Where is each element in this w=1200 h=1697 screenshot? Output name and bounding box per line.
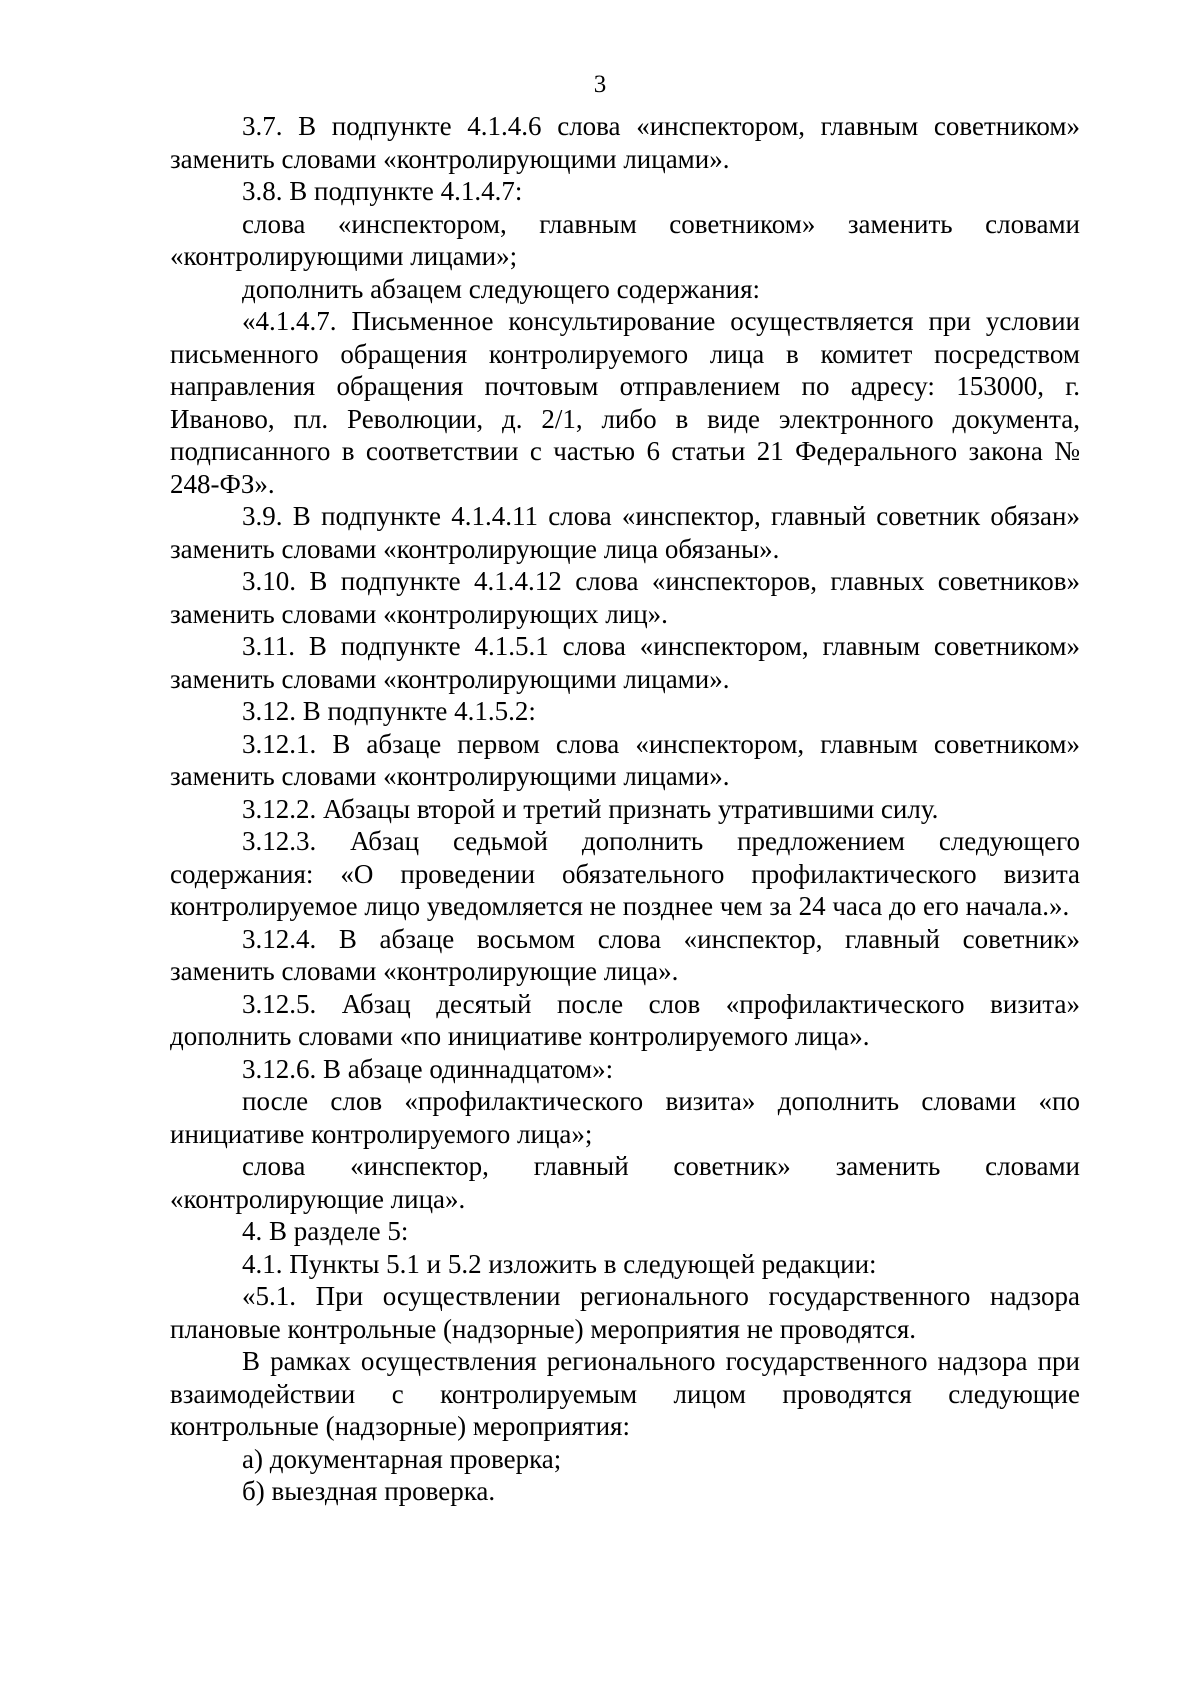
paragraph: а) документарная проверка; (242, 1443, 562, 1474)
page-number: 3 (593, 71, 607, 98)
paragraph: 3.11. В подпункте 4.1.5.1 слова «инспектором, главным советником» заменить словами «контролирующими лицами». (170, 631, 1080, 694)
paragraph: 3.12.3. Абзац седьмой дополнить предложением следующего содержания: «О проведении обязательного профилактического визита контролируемое лицо уведомляется не позднее чем за 24 часа до его начала.». (170, 826, 1080, 921)
paragraph: 3.8. В подпункте 4.1.4.7: (242, 176, 523, 206)
paragraph: 4. В разделе 5: (242, 1216, 409, 1246)
paragraph: 3.12. В подпункте 4.1.5.2: (242, 696, 536, 726)
paragraph: слова «инспектор, главный советник» заменить словами «контролирующие лица». (170, 1151, 1080, 1214)
document-body (170, 110, 1080, 1508)
paragraph: б) выездная проверка. (242, 1476, 496, 1506)
paragraph: 3.12.5. Абзац десятый после слов «профилактического визита» дополнить словами «по инициативе контролируемого лица». (170, 988, 1080, 1051)
paragraph: 3.12.4. В абзаце восьмом слова «инспектор, главный советник» заменить словами «контролирующие лица». (170, 923, 1080, 986)
paragraph: 3.10. В подпункте 4.1.4.12 слова «инспекторов, главных советников» заменить словами «контролирующих лиц». (170, 566, 1080, 629)
paragraph: 3.12.6. В абзаце одиннадцатом»: (242, 1053, 614, 1084)
paragraph: «4.1.4.7. Письменное консультирование осуществляется при условии письменного обращения контролируемого лица в комитет посредством направления обращения почтовым отправлением по адресу: 153000, г. Иваново, пл. Революции, д. 2/1, либо в виде электронного документа, подписанного в соответствии с частью 6 статьи 21 Федерального закона № 248-ФЗ». (170, 306, 1080, 499)
paragraph: 3.12.2. Абзацы второй и третий признать утратившими силу. (242, 793, 939, 824)
paragraph: слова «инспектором, главным советником» заменить словами «контролирующими лицами»; (170, 208, 1080, 271)
paragraph: 4.1. Пункты 5.1 и 5.2 изложить в следующей редакции: (242, 1248, 877, 1279)
paragraph: В рамках осуществления регионального государственного надзора при взаимодействии с контролируемым лицом проводятся следующие контрольные (надзорные) мероприятия: (170, 1346, 1080, 1441)
paragraph: 3.12.1. В абзаце первом слова «инспектором, главным советником» заменить словами «контролирующими лицами». (170, 728, 1080, 791)
paragraph: «5.1. При осуществлении регионального государственного надзора плановые контрольные (надзорные) мероприятия не проводятся. (170, 1281, 1080, 1344)
paragraph: 3.7. В подпункте 4.1.4.6 слова «инспектором, главным советником» заменить словами «контролирующими лицами». (170, 111, 1080, 174)
paragraph: после слов «профилактического визита» дополнить словами «по инициативе контролируемого лица»; (170, 1086, 1080, 1149)
paragraph: 3.9. В подпункте 4.1.4.11 слова «инспектор, главный советник обязан» заменить словами «контролирующие лица обязаны». (170, 501, 1080, 564)
paragraph: дополнить абзацем следующего содержания: (242, 273, 761, 304)
